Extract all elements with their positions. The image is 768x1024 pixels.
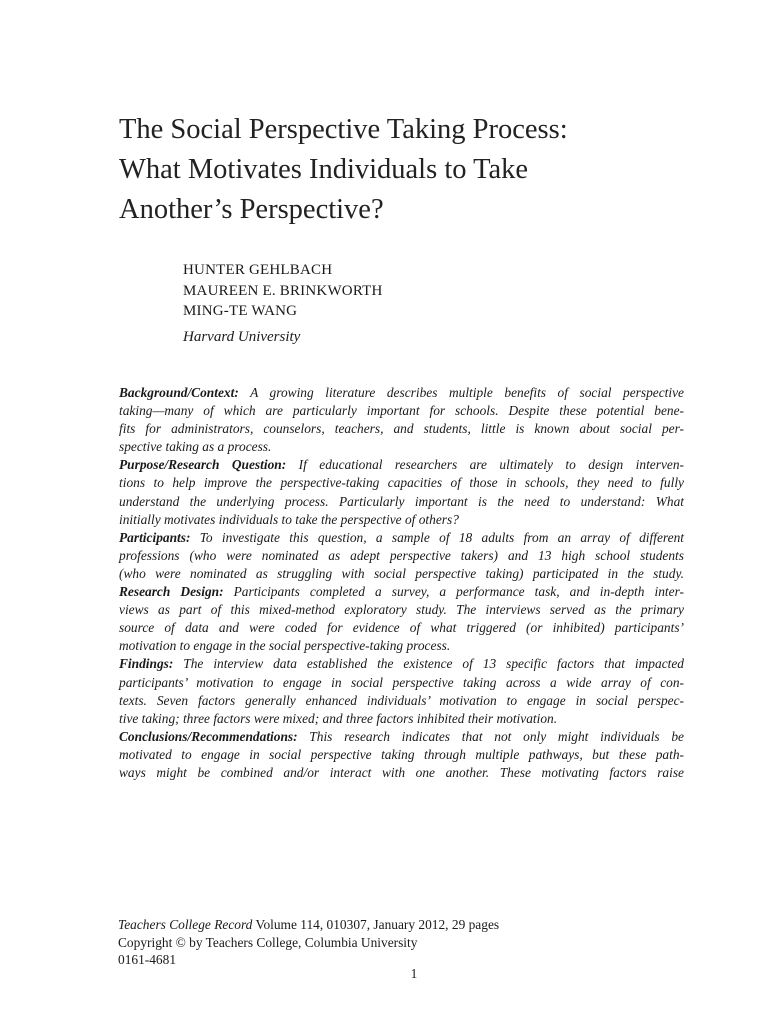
abstract-line: participants’ motivation to engage in social perspective taking across a wide array of con- — [119, 674, 684, 690]
citation-details: Volume 114, 010307, January 2012, 29 pages — [252, 917, 500, 932]
abstract-line: texts. Seven factors generally enhanced individuals’ motivation to engage in social perspec- — [119, 692, 684, 708]
copyright-line: Copyright © by Teachers College, Columbia University — [118, 934, 418, 950]
publication-footer — [118, 916, 499, 969]
abstract-line: tions to help improve the perspective-taking capacities of those in schools, they need to fully — [119, 475, 684, 491]
author-name: MING-TE WANG — [183, 303, 298, 319]
section-label-findings: Findings: — [119, 656, 174, 672]
author-name: HUNTER GEHLBACH — [183, 262, 333, 278]
issn-line: 0161-4681 — [118, 952, 177, 967]
abstract — [119, 384, 684, 782]
abstract-line: Background/Context: A growing literature describes multiple benefits of social perspective — [119, 385, 684, 400]
abstract-line: Conclusions/Recommendations: This research indicates that not only might individuals be — [119, 728, 684, 744]
abstract-line: views as part of this mixed-method exploratory study. The interviews served as the primary — [119, 602, 684, 618]
abstract-line: taking—many of which are particularly important for schools. Despite these potential bene- — [119, 403, 684, 419]
affiliation: Harvard University — [183, 329, 301, 345]
author-name: MAUREEN E. BRINKWORTH — [183, 282, 383, 299]
abstract-line: motivated to engage in social perspective taking through multiple pathways, but these path- — [119, 746, 684, 762]
title-line: What Motivates Individuals to Take — [119, 154, 529, 185]
section-label-purpose: Purpose/Research Question: — [119, 457, 287, 473]
paper-title — [119, 110, 719, 230]
abstract-line: tive taking; three factors were mixed; and three factors inhibited their motivation. — [119, 710, 558, 726]
abstract-line: professions (who were nominated as adept perspective takers) and 13 high school students — [119, 547, 684, 563]
abstract-line: spective taking as a process. — [119, 439, 272, 455]
section-label-design: Research Design: — [119, 584, 224, 600]
abstract-line: initially motivates individuals to take the perspective of others? — [119, 511, 459, 527]
title-line: The Social Perspective Taking Process: — [119, 114, 568, 145]
citation-line — [118, 916, 499, 934]
abstract-line: ways might be combined and/or interact with one another. These motivating factors raise — [119, 764, 684, 780]
section-label-conclusions: Conclusions/Recommendations: — [119, 728, 298, 744]
author-list — [183, 260, 383, 322]
abstract-line: Research Design: Participants completed a survey, a performance task, and in-depth inter- — [119, 584, 684, 600]
page-number: 1 — [410, 966, 418, 981]
abstract-line: (who were nominated as struggling with social perspective taking) participated in the study. — [119, 565, 684, 581]
title-line: Another’s Perspective? — [119, 194, 384, 225]
abstract-line: Findings: The interview data established the existence of 13 specific factors that impacted — [119, 656, 684, 672]
abstract-line: source of data and were coded for evidence of what triggered (or inhibited) participants’ — [119, 620, 684, 636]
section-label-background: Background/Context: — [119, 385, 239, 400]
section-label-participants: Participants: — [119, 529, 191, 545]
abstract-line: Purpose/Research Question: If educational researchers are ultimately to design interven- — [119, 457, 684, 473]
abstract-line: motivation to engage in the social perspective-taking process. — [119, 638, 451, 654]
abstract-line: Participants: To investigate this question, a sample of 18 adults from an array of different — [119, 529, 684, 545]
abstract-line: fits for administrators, counselors, teachers, and students, little is known about social per- — [119, 421, 684, 437]
abstract-line: understand the underlying process. Particularly important is the need to understand: What — [119, 493, 684, 509]
journal-name: Teachers College Record — [118, 917, 253, 932]
